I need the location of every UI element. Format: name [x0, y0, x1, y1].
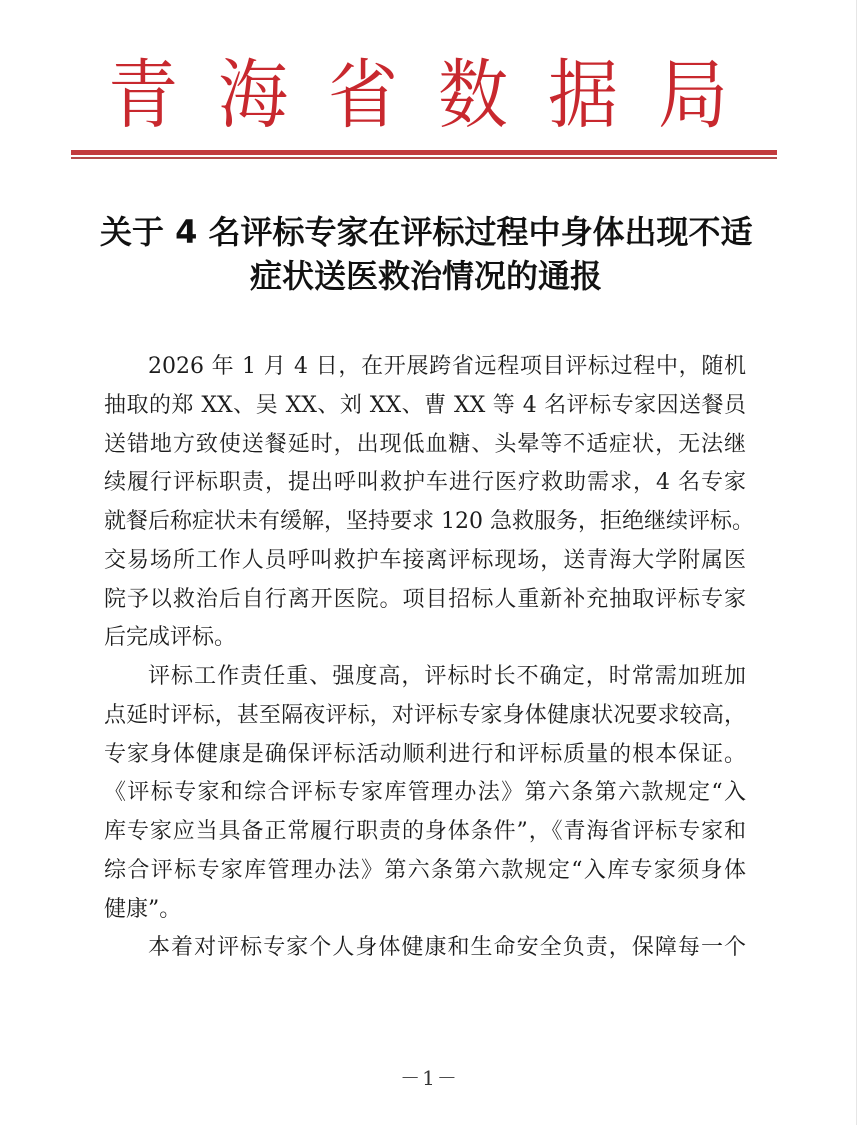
body-line: 评标工作责任重、强度高，评标时长不确定，时常需加班加 — [148, 664, 746, 689]
body-line: 后完成评标。 — [104, 625, 237, 651]
letterhead-org-name — [108, 52, 728, 138]
body-line: 综合评标专家库管理办法》第六条第六款规定“入库专家须身体 — [104, 857, 746, 883]
letterhead-rule-thin — [71, 157, 777, 159]
letterhead-char: 局 — [658, 50, 728, 140]
body-line: 2026 年 1 月 4 日，在开展跨省远程项目评标过程中，随机 — [148, 354, 746, 379]
document-title — [100, 210, 752, 298]
body-line: 点延时评标，甚至隔夜评标，对评标专家身体健康状况要求较高， — [104, 702, 746, 728]
body-line: 健康”。 — [104, 896, 182, 922]
body-line: 库专家应当具备正常履行职责的身体条件”，《青海省评标专家和 — [104, 819, 746, 844]
letterhead-char: 青 — [108, 50, 178, 140]
document-body — [104, 348, 754, 968]
title-line-2: 症状送医救治情况的通报 — [249, 257, 602, 295]
title-line-1: 关于 4 名评标专家在评标过程中身体出现不适 — [100, 213, 753, 251]
letterhead-char: 省 — [328, 50, 398, 140]
letterhead-char: 数 — [438, 50, 508, 140]
body-line: 交易场所工作人员呼叫救护车接离评标现场，送青海大学附属医 — [104, 547, 746, 573]
page-edge-border — [856, 0, 857, 1125]
body-line: 送错地方致使送餐延时，出现低血糖、头晕等不适症状，无法继 — [104, 431, 746, 457]
body-line: 《评标专家和综合评标专家库管理办法》第六条第六款规定“入 — [104, 780, 746, 806]
body-line: 专家身体健康是确保评标活动顺利进行和评标质量的根本保证。 — [104, 741, 746, 767]
body-line: 抽取的郑 XX、吴 XX、刘 XX、曹 XX 等 4 名评标专家因送餐员 — [104, 392, 746, 418]
body-line: 就餐后称症状未有缓解，坚持要求 120 急救服务，拒绝继续评标。 — [104, 509, 754, 534]
letterhead-char: 海 — [218, 50, 288, 140]
body-line: 院予以救治后自行离开医院。项目招标人重新补充抽取评标专家 — [104, 586, 746, 612]
letterhead-char: 据 — [548, 50, 618, 140]
body-line: 本着对评标专家个人身体健康和生命安全负责，保障每一个 — [148, 935, 746, 961]
body-line: 续履行评标职责，提出呼叫救护车进行医疗救助需求，4 名专家 — [104, 470, 746, 496]
letterhead-rule-thick — [71, 150, 777, 155]
page-number: －1－ — [400, 1066, 459, 1090]
